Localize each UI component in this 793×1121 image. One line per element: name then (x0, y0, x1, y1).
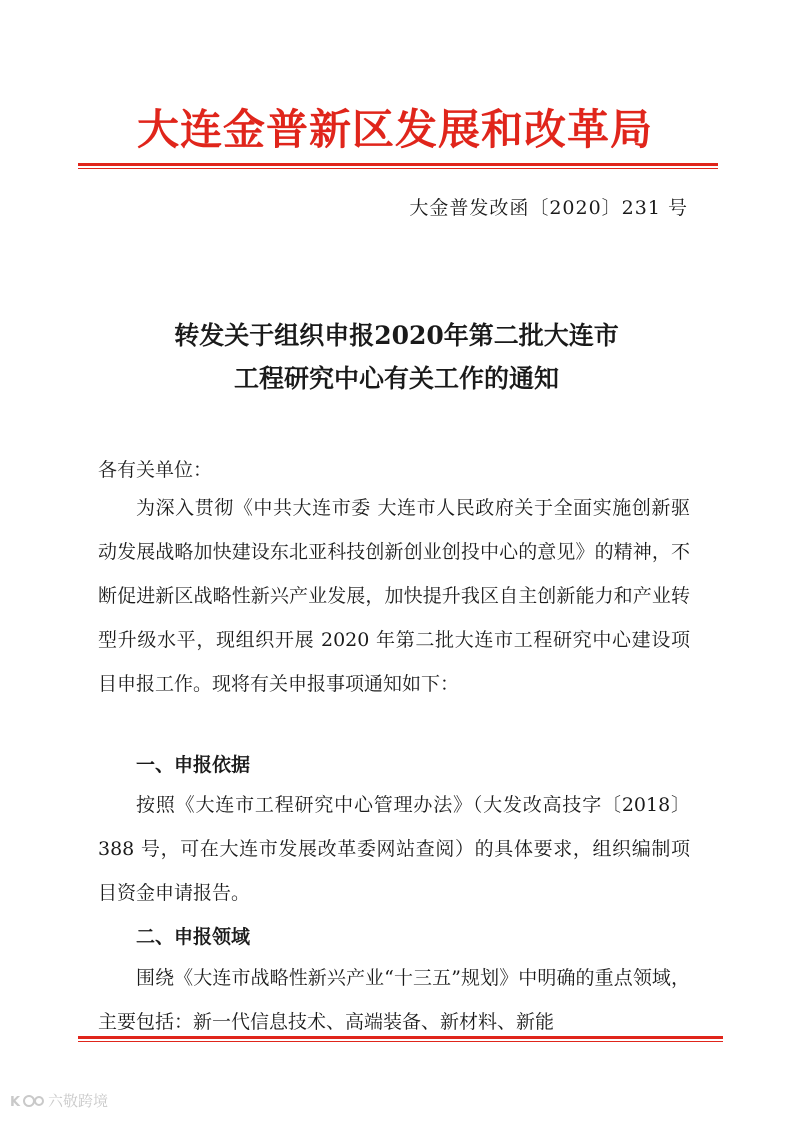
brand-logo-icon (10, 1091, 44, 1111)
document-title-line-2: 工程研究中心有关工作的通知 (233, 364, 559, 393)
section-heading-basis: 一、申报依据 (136, 754, 251, 776)
document-title-line-1: 转发关于组织申报2020年第二批大连市 (174, 321, 619, 350)
watermark (10, 1090, 108, 1111)
footer-rule-thick (78, 1036, 723, 1039)
svg-text:K: K (10, 1094, 21, 1110)
document-number: 大金普发改函〔2020〕231 号 (409, 197, 688, 219)
salutation: 各有关单位： (98, 459, 213, 481)
header-rule-thin (78, 168, 718, 169)
body-paragraph-basis: 按照《大连市工程研究中心管理办法》（大发改高技字〔2018〕388 号，可在大连市发展改革委网站查阅）的具体要求，组织编制项目资金申请报告。 (98, 794, 690, 904)
watermark-text: 六敬跨境 (48, 1092, 109, 1110)
document-title (90, 314, 703, 400)
organization-header: 大连金普新区发展和改革局 (136, 105, 653, 154)
section-heading-fields: 二、申报领域 (136, 926, 251, 948)
footer-rule-thin (78, 1041, 723, 1042)
body-paragraph-fields: 围绕《大连市战略性新兴产业“十三五”规划》中明确的重点领域，主要包括：新一代信息技术、高端装备、新材料、新能 (98, 967, 690, 1033)
body-paragraph-intro: 为深入贯彻《中共大连市委 大连市人民政府关于全面实施创新驱动发展战略加快建设东北亚科技创新创业创投中心的意见》的精神，不断促进新区战略性新兴产业发展，加快提升我区自主创新能力和产业转型升级水平，现组织开展 2020 年第二批大连市工程研究中心建设项目申报工作。现将有关申报事项通知如下： (98, 497, 690, 695)
header-rule-thick (78, 163, 718, 166)
